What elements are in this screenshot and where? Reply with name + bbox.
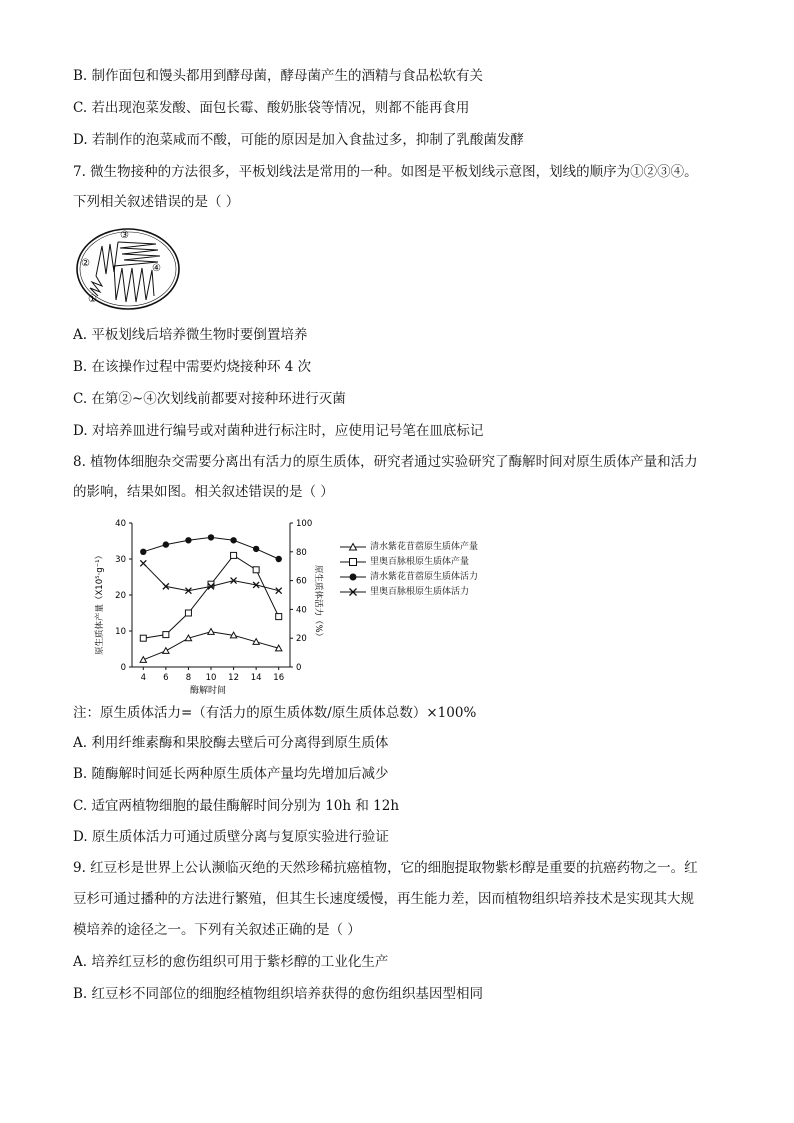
x-tick-label: 16 (273, 673, 285, 683)
y-right-tick-label: 100 (296, 519, 313, 529)
y-left-tick-label: 30 (115, 555, 126, 565)
point-x (140, 560, 146, 566)
q8-option-b: B. 随酶解时间延长两种原生质体产量均先增加后减少 (73, 766, 389, 782)
point-square (185, 610, 191, 616)
y-left-tick-label: 20 (115, 591, 126, 601)
q8-option-d: D. 原生质体活力可通过质壁分离与复原实验进行验证 (73, 829, 389, 845)
x-tick-label: 8 (185, 673, 192, 683)
point-circle (140, 549, 146, 555)
q9-option-b: B. 红豆杉不同部位的细胞经植物组织培养获得的愈伤组织基因型相同 (73, 986, 484, 1002)
streak-mark-3: ③ (120, 230, 129, 241)
legend-item-4 (340, 585, 520, 600)
point-triangle (208, 629, 214, 635)
point-square (163, 632, 169, 638)
y-right-axis-label: 原生质体活力（%） (313, 564, 323, 642)
point-circle (230, 537, 236, 543)
legend-label-3: 清水紫花苜蓿原生质体活力 (370, 572, 479, 582)
legend-label-4: 里奥百脉根原生质体活力 (370, 587, 470, 597)
streak-mark-2: ② (81, 258, 90, 269)
q7-stem-line1: 7. 微生物接种的方法很多，平板划线法是常用的一种。如图是平板划线示意图，划线的顺序为①②③④。 (73, 164, 698, 180)
y-right-tick-label: 80 (296, 547, 307, 558)
x-tick-label: 4 (140, 673, 146, 683)
q7-option-c: C. 在第②~④次划线前都要对接种环进行灭菌 (73, 391, 346, 407)
point-square (140, 635, 146, 641)
y-right-tick-label: 0 (296, 663, 302, 673)
legend-label-1: 清水紫花苜蓿原生质体产量 (370, 542, 479, 552)
x-tick-label: 14 (250, 673, 262, 683)
legend-label-2: 里奥百脉根原生质体产量 (370, 557, 470, 567)
q8-option-c: C. 适宜两植物细胞的最佳酶解时间分别为 10h 和 12h (73, 798, 400, 814)
q6-option-d: D. 若制作的泡菜咸而不酸，可能的原因是加入食盐过多，抑制了乳酸菌发酵 (73, 132, 524, 148)
q7-stem-line2: 下列相关叙述错误的是（ ） (73, 194, 240, 210)
x-tick-label: 12 (228, 673, 239, 683)
q9-option-a: A. 培养红豆杉的愈伤组织可用于紫杉醇的工业化生产 (73, 954, 389, 970)
x-tick-label: 6 (163, 673, 169, 683)
q8-stem-line1: 8. 植物体细胞杂交需要分离出有活力的原生质体，研究者通过实验研究了酶解时间对原生质体产量和活力 (73, 454, 698, 470)
q6-option-c: C. 若出现泡菜发酸、面包长霉、酸奶胀袋等情况，则都不能再食用 (73, 100, 470, 116)
q7-option-b: B. 在该操作过程中需要灼烧接种环 4 次 (73, 359, 312, 375)
y-right-tick-label: 60 (296, 576, 307, 587)
q8-option-a: A. 利用纤维素酶和果胶酶去壁后可分离得到原生质体 (73, 735, 389, 751)
q9-stem-line1: 9. 红豆杉是世界上公认濒临灭绝的天然珍稀抗癌植物，它的细胞提取物紫杉醇是重要的抗癌药物之一。红 (73, 860, 698, 876)
legend-item-2 (340, 555, 520, 570)
point-circle (253, 546, 259, 552)
streak-plate-diagram (74, 226, 182, 312)
y-left-tick-label: 10 (115, 627, 126, 637)
x-tick-label: 10 (205, 673, 217, 683)
y-right-tick-label: 40 (296, 605, 307, 616)
q8-stem-line2: 的影响，结果如图。相关叙述错误的是（ ） (73, 484, 334, 500)
y-left-tick-label: 0 (120, 663, 126, 673)
q9-stem-line2: 豆杉可通过播种的方法进行繁殖，但其生长速度缓慢，再生能力差，因而植物组织培养技术是实现其大规 (73, 891, 694, 907)
legend-item-1 (340, 540, 520, 555)
q6-option-b: B. 制作面包和馒头都用到酵母菌，酵母菌产生的酒精与食品松软有关 (73, 68, 484, 84)
point-triangle (163, 648, 169, 654)
y-right-tick-label: 20 (296, 634, 307, 645)
point-square (253, 567, 259, 573)
legend-item-3 (340, 570, 520, 585)
y-left-axis-label: 原生质体产量（X10⁵·g⁻¹） (95, 550, 105, 656)
point-circle (185, 537, 191, 543)
x-axis-label: 酶解时间 (189, 686, 227, 696)
point-x (276, 588, 282, 594)
point-circle (276, 556, 282, 562)
q9-stem-line3: 模培养的途径之一。下列有关叙述正确的是（ ） (73, 922, 361, 938)
chart-series (140, 534, 282, 662)
chart-legend (340, 540, 520, 600)
y-left-tick-label: 40 (115, 519, 126, 529)
point-circle (163, 541, 169, 547)
point-circle (208, 534, 214, 540)
streak-mark-1: ① (88, 294, 97, 305)
q7-option-a: A. 平板划线后培养微生物时要倒置培养 (73, 327, 308, 343)
point-square (231, 552, 237, 558)
streak-mark-4: ④ (152, 263, 161, 274)
q7-option-d: D. 对培养皿进行编号或对菌种进行标注时，应使用记号笔在皿底标记 (73, 423, 484, 439)
point-triangle (140, 657, 146, 663)
point-square (276, 614, 282, 620)
q8-note: 注：原生质体活力=（有活力的原生质体数/原生质体总数）×100% (73, 705, 477, 721)
